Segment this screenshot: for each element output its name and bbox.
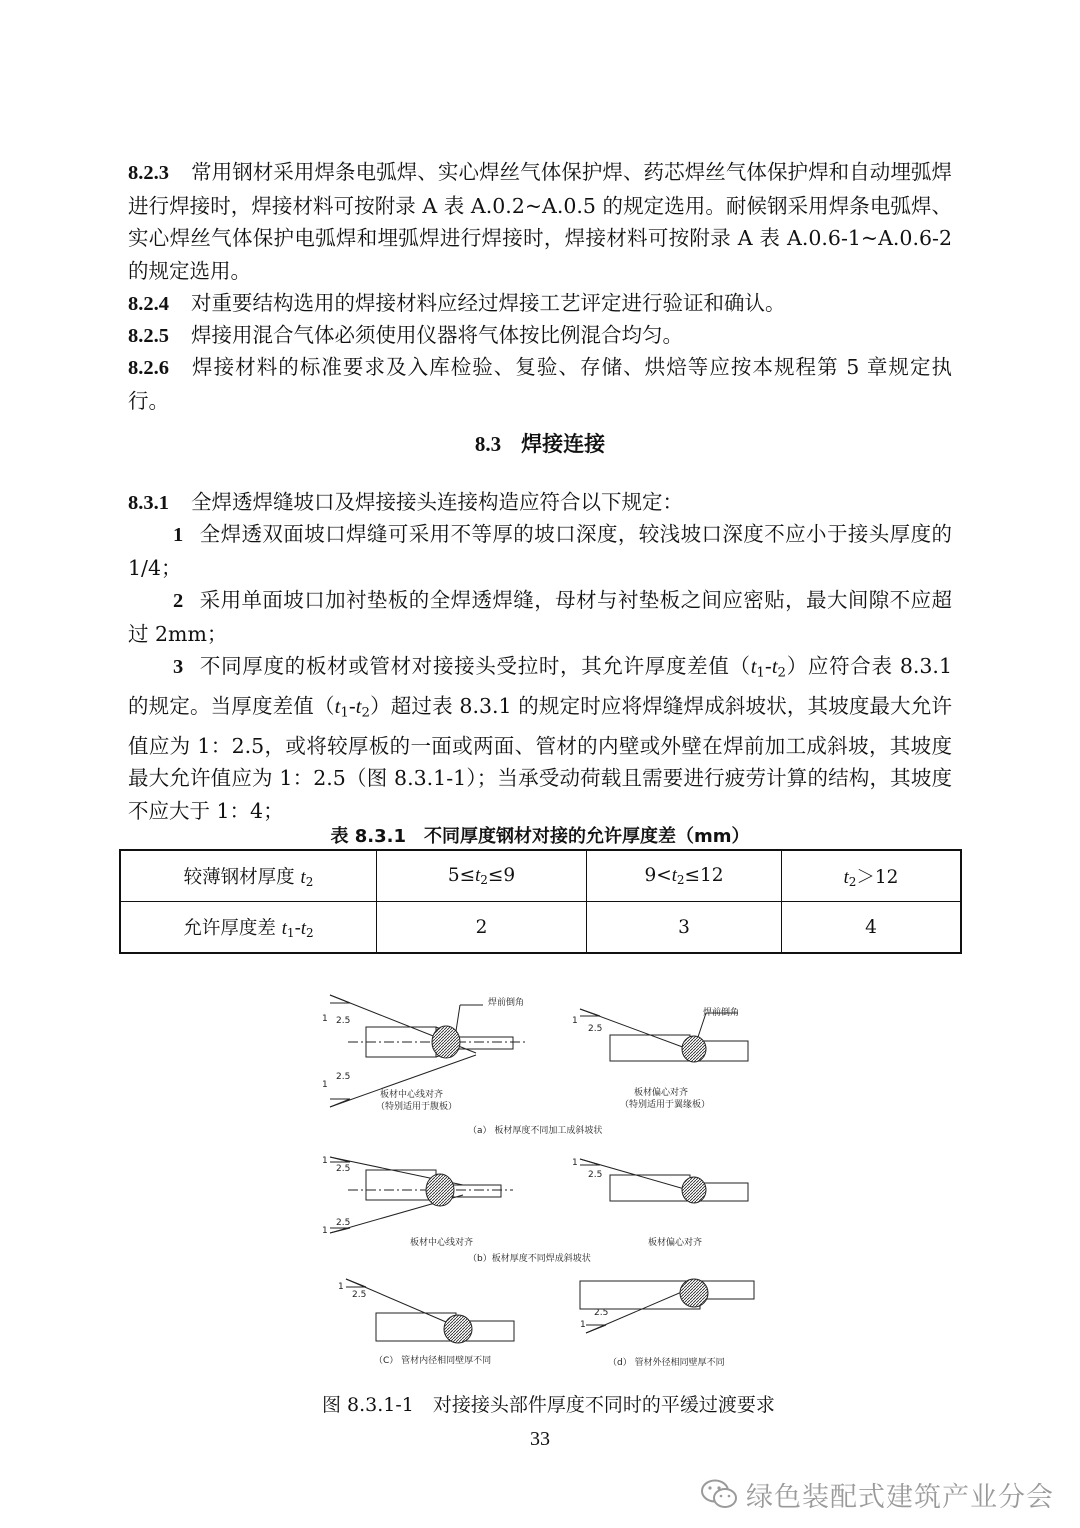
table-title: 表 8.3.1 不同厚度钢材对接的允许厚度差（mm） xyxy=(330,826,750,847)
ratio-value: 2.5 xyxy=(594,1308,609,1318)
ratio-value: 2.5 xyxy=(336,1164,351,1174)
diagram-b-left xyxy=(330,1157,513,1233)
figure-caption: 图 8.3.1-1 对接接头部件厚度不同时的平缓过渡要求 xyxy=(322,1394,775,1416)
bevel-label: 焊前倒角 xyxy=(488,998,525,1008)
watermark xyxy=(700,1472,1060,1516)
clause-8-3-1 xyxy=(128,486,952,520)
watermark-text: 绿色装配式建筑产业分会 xyxy=(746,1481,1054,1513)
table-cell: $9<t_2\le 12$ xyxy=(587,850,782,902)
section-title: 焊接连接 xyxy=(521,432,606,456)
row-label: 允许厚度差 $t_1-t_2$ xyxy=(120,902,377,954)
item-text-c: ）超过表 8.3.1 的规定时应将焊缝焊成斜坡状，其坡度最大允许值应为 1：2.5，或将较厚板的一面或两面、管材的内壁或外壁在焊前加工成斜坡，其坡度最大允许值应为 1：2.5（图 8.3.1-1）；当承受动荷载且需要进行疲劳计算的结构，其坡度不应大于 1：4； xyxy=(128,693,952,824)
table-cell: 2 xyxy=(377,902,587,954)
ratio-one: 1 xyxy=(322,1226,328,1236)
table-row xyxy=(120,850,961,902)
sub-2: 2 xyxy=(777,665,787,681)
wechat-icon xyxy=(700,1478,738,1510)
ratio-one: 1 xyxy=(572,1016,578,1026)
ratio-value: 2.5 xyxy=(588,1024,603,1034)
dash: - xyxy=(764,654,772,678)
ratio-one: 1 xyxy=(338,1282,344,1292)
caption-b-left: 板材中心线对齐 xyxy=(410,1238,474,1248)
clause-8-2-4 xyxy=(128,287,952,321)
diagram-b-right xyxy=(580,1159,748,1203)
caption-a-left-1: 板材中心线对齐 xyxy=(380,1090,444,1100)
clause-text: 焊接材料的标准要求及入库检验、复验、存储、烘焙等应按本规程第 5 章规定执行。 xyxy=(128,355,952,413)
ratio-value: 2.5 xyxy=(336,1016,351,1026)
section-heading xyxy=(0,428,1080,458)
table-cell: $5\le t_2\le 9$ xyxy=(377,850,587,902)
item-number: 3 xyxy=(173,656,184,678)
clause-8-2-6 xyxy=(128,351,952,417)
item-text: 采用单面坡口加衬垫板的全焊透焊缝，母材与衬垫板之间应密贴，最大间隙不应超过 2mm； xyxy=(128,588,952,646)
clause-number: 8.2.3 xyxy=(128,162,169,184)
item-text-b: ）应符合表 8.3.1 的规定。当厚度差值（ xyxy=(128,654,952,718)
thickness-table xyxy=(119,849,962,954)
clause-number: 8.2.4 xyxy=(128,293,169,315)
ratio-value: 2.5 xyxy=(588,1170,603,1180)
ratio-one: 1 xyxy=(572,1158,578,1168)
page-number: 33 xyxy=(530,1428,550,1450)
section-number: 8.3 xyxy=(474,432,502,456)
weld-transition-figure xyxy=(318,985,768,1385)
row-label: 较薄钢材厚度 $t_2$ xyxy=(120,850,377,902)
caption-b: （b）板材厚度不同焊成斜坡状 xyxy=(468,1254,591,1264)
caption-b-right: 板材偏心对齐 xyxy=(648,1238,703,1248)
clause-8-2-3 xyxy=(128,156,952,287)
clause-text: 全焊透焊缝坡口及焊接接头连接构造应符合以下规定： xyxy=(191,490,683,514)
item-number: 2 xyxy=(173,590,184,612)
table-row xyxy=(120,902,961,954)
var-t: t xyxy=(355,695,362,718)
table-cell: 4 xyxy=(782,902,962,954)
sub-1: 1 xyxy=(756,665,765,681)
clause-number: 8.3.1 xyxy=(128,492,169,514)
dash: - xyxy=(348,693,356,718)
ratio-value: 2.5 xyxy=(336,1218,351,1228)
caption-a: （a） 板材厚度不同加工成斜坡状 xyxy=(468,1126,603,1136)
clause-number: 8.2.5 xyxy=(128,325,169,347)
ratio-one: 1 xyxy=(322,1156,328,1166)
diagram-d xyxy=(580,1279,754,1333)
caption-a-left-2: （特别适用于腹板） xyxy=(376,1102,458,1112)
ratio-value: 2.5 xyxy=(352,1290,367,1300)
clause-8-2-5 xyxy=(128,319,952,353)
table-cell: 3 xyxy=(587,902,782,954)
diagram-c xyxy=(346,1279,514,1343)
item-text-a: 不同厚度的板材或管材对接接头受拉时，其允许厚度差值（ xyxy=(199,654,751,678)
item-number: 1 xyxy=(173,524,184,546)
table-cell: $t_2>12$ xyxy=(782,850,962,902)
caption-c: （C） 管材内径相同壁厚不同 xyxy=(374,1356,492,1366)
var-t: t xyxy=(334,695,341,718)
sub-2: 2 xyxy=(361,705,370,721)
clause-text: 对重要结构选用的焊接材料应经过焊接工艺评定进行验证和确认。 xyxy=(191,291,786,315)
bevel-label: 焊前倒角 xyxy=(703,1008,740,1018)
list-item-1 xyxy=(128,518,952,584)
caption-d: （d） 管材外径相同壁厚不同 xyxy=(608,1358,725,1368)
caption-a-right-1: 板材偏心对齐 xyxy=(634,1088,689,1098)
item-text: 全焊透双面坡口焊缝可采用不等厚的坡口深度，较浅坡口深度不应小于接头厚度的 1/4； xyxy=(128,522,952,580)
clause-text: 焊接用混合气体必须使用仪器将气体按比例混合均匀。 xyxy=(191,323,683,347)
ratio-value: 2.5 xyxy=(336,1072,351,1082)
caption-a-right-2: （特别适用于翼缘板） xyxy=(620,1100,711,1110)
list-item-3 xyxy=(128,650,952,828)
list-item-2 xyxy=(128,584,952,650)
ratio-one: 1 xyxy=(322,1014,328,1024)
ratio-one: 1 xyxy=(322,1080,328,1090)
sub-1: 1 xyxy=(340,705,349,721)
clause-number: 8.2.6 xyxy=(128,357,169,379)
var-t: t xyxy=(771,656,778,678)
ratio-one: 1 xyxy=(580,1320,586,1330)
clause-text: 常用钢材采用焊条电弧焊、实心焊丝气体保护焊、药芯焊丝气体保护焊和自动埋弧焊进行焊接时，焊接材料可按附录 A 表 A.0.2~A.0.5 的规定选用。耐候钢采用焊条电弧焊、实心焊丝气体保护电弧焊和埋弧焊进行焊接时，焊接材料可按附录 A 表 A.0.6-1~A.0.6-2 的规定选用。 xyxy=(128,160,952,283)
var-t: t xyxy=(750,656,757,678)
